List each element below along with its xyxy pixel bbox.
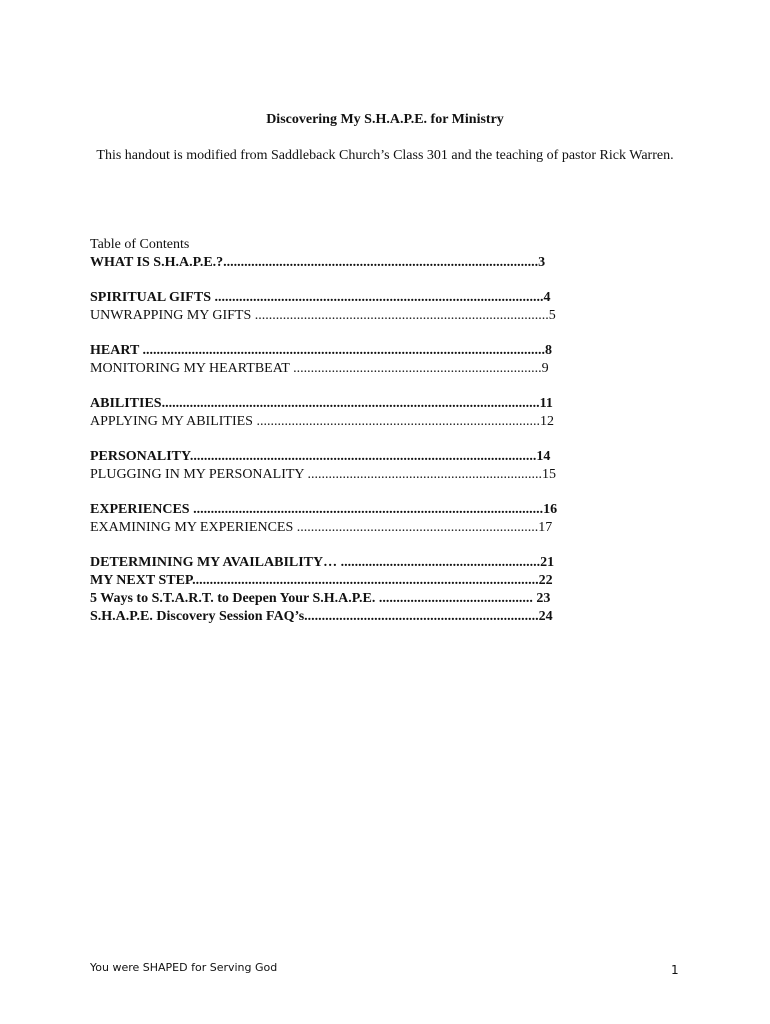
toc-group [90, 342, 610, 378]
toc-entry: APPLYING MY ABILITIES .................................................................................12 [90, 414, 554, 429]
document-subtitle: This handout is modified from Saddleback Church’s Class 301 and the teaching of pastor Rick Warren. [96, 148, 674, 163]
toc-entry: EXAMINING MY EXPERIENCES .....................................................................17 [90, 520, 553, 535]
toc-entry: DETERMINING MY AVAILABILITY… .........................................................21 [90, 555, 555, 570]
toc-group [90, 254, 610, 272]
toc-entry: WHAT IS S.H.A.P.E.?..........................................................................................3 [90, 255, 546, 270]
table-of-contents [90, 254, 610, 643]
toc-group [90, 448, 610, 484]
toc-entry: ABILITIES............................................................................................................11 [90, 396, 553, 411]
toc-entry: HEART ...................................................................................................................8 [90, 343, 553, 358]
toc-entry: UNWRAPPING MY GIFTS ....................................................................................5 [90, 308, 556, 323]
document-title: Discovering My S.H.A.P.E. for Ministry [266, 112, 504, 127]
footer-text: You were SHAPED for Serving God [90, 961, 278, 974]
toc-entry: MONITORING MY HEARTBEAT .......................................................................9 [90, 361, 549, 376]
toc-entry: MY NEXT STEP...................................................................................................22 [90, 573, 553, 588]
toc-group [90, 395, 610, 431]
toc-heading: Table of Contents [90, 237, 190, 252]
toc-entry: PERSONALITY...................................................................................................14 [90, 449, 551, 464]
toc-group [90, 501, 610, 537]
toc-entry: EXPERIENCES ....................................................................................................16 [90, 502, 558, 517]
toc-entry: 5 Ways to S.T.A.R.T. to Deepen Your S.H.A.P.E. ............................................ 23 [90, 591, 551, 606]
toc-entry: PLUGGING IN MY PERSONALITY ...................................................................15 [90, 467, 557, 482]
toc-entry: S.H.A.P.E. Discovery Session FAQ’s...................................................................24 [90, 609, 553, 624]
toc-group [90, 289, 610, 325]
toc-group [90, 554, 610, 626]
toc-entry: SPIRITUAL GIFTS ..............................................................................................4 [90, 290, 551, 305]
page-number: 1 [671, 963, 679, 977]
